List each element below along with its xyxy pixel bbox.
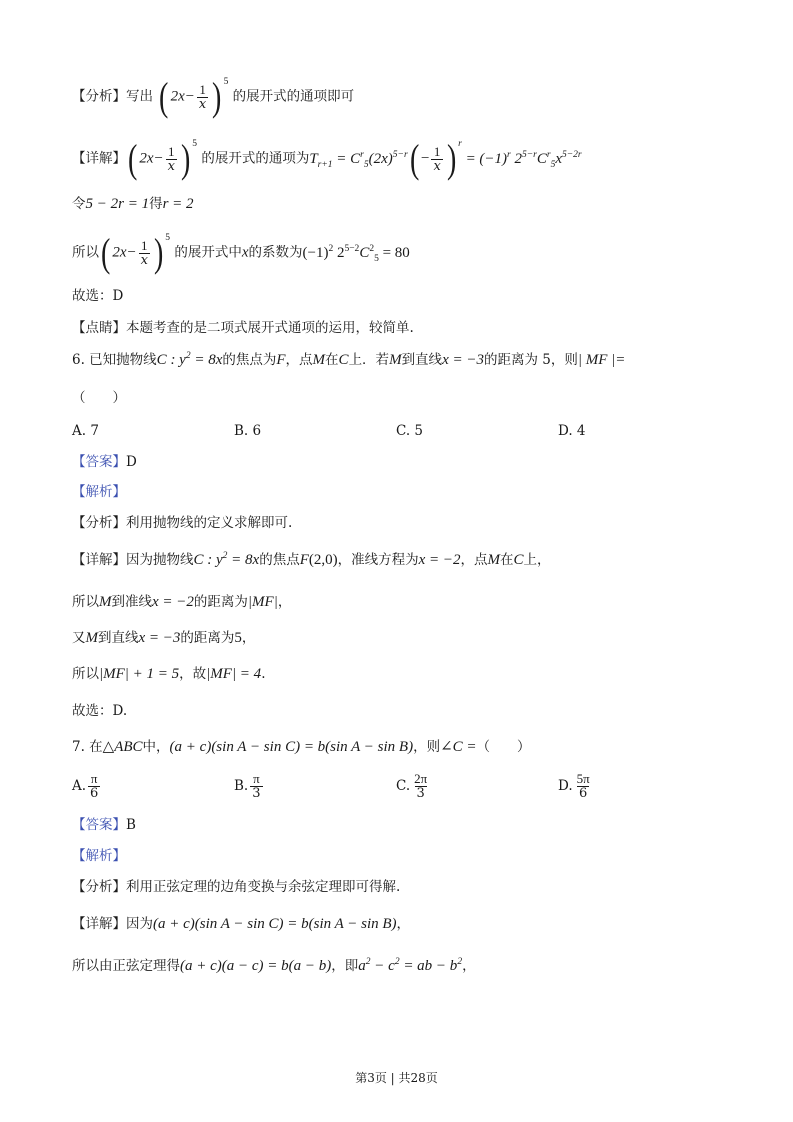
q6-option-c: C. 5 [396,423,424,439]
q6-detail-4: 所以|MF| + 1 = 5，故|MF| = 4. [72,666,266,682]
q7-analysis: 【分析】利用正弦定理的边角变换与余弦定理即可得解. [72,879,401,895]
q7-option-c: C. $\frac{2\pi}{3}$ [396,771,428,801]
fraction: $\frac{1}{x}$ [198,81,207,112]
question-6-stem: 6. 已知抛物线C : $y^2 = 8x$的焦点为F，点M在C上．若M到直线x = −3的距离为 5，则| MF |= [72,351,626,368]
q7-option-b: B. $\frac{\pi}{3}$ [234,771,261,801]
comment-line-q5: 【点睛】本题考查的是二项式展开式通项的运用，较简单. [72,320,414,336]
q6-detail-3: 又M到直线x = −3的距离为5， [72,630,256,646]
q7-option-a: A. $\frac{\pi}{6}$ [72,771,99,801]
q6-detail-1: 【详解】因为抛物线C : $y^2 = 8x$的焦点F(2,0)，准线方程为x = −2，点M在C上， [72,551,551,568]
detail-line-q5: 【详解】( 2x− $\frac{1}{x}$ ) $^5$ 的展开式的通项为$T_{r+1} = C^r_5(2x)^{5-r}$( − $\frac{1}{x}$ ) $^r = (-1)^r$ $2^{5-r}C^r_5x^{5-2r}$ [72,136,582,181]
detail-tag: 【详解】 [72,150,126,167]
answer-tag: 【答案】 [72,454,126,470]
q6-jiexi-tag: 【解析】 [72,484,126,500]
q6-option-b: B. 6 [234,423,262,439]
q7-option-d: D. $\frac{5\pi}{6}$ [558,771,590,801]
q6-answer: 【答案】D [72,454,137,470]
q6-choose: 故选：D. [72,703,128,719]
general-term-formula: $T_{r+1} = C^r_5(2x)^{5-r}$ [309,149,408,170]
question-6-paren: （ ） [72,390,126,406]
analysis-tag: 【分析】 [72,88,126,105]
comment-tag: 【点睛】 [72,320,126,336]
coefficient-line: 所以( 2x− $\frac{1}{x}$ ) $^5$ 的展开式中x的系数为$(-1)^2$ $2^{5-2}C^2_5 = 80$ [72,230,410,275]
q6-detail-2: 所以M到准线x = −2的距离为|MF|， [72,594,292,610]
solve-r-line: 令5 − 2r = 1得r = 2 [72,196,194,212]
q6-option-a: A. 7 [72,423,99,439]
page-footer: 第3页 | 共28页 [355,1071,438,1085]
choose-line-q5: 故选：D [72,288,124,304]
q7-answer: 【答案】B [72,817,136,833]
analysis-line-q5: 【分析】写出 ( 2x− $\frac{1}{x}$ ) $^5$ 的展开式的通项即可 [72,74,355,119]
q7-detail-1: 【详解】因为(a + c)(sin A − sin C) = b(sin A − sin B)， [72,916,411,932]
q6-analysis: 【分析】利用抛物线的定义求解即可. [72,515,293,531]
question-7-stem: 7. 在△ABC中，(a + c)(sin A − sin C) = b(sin A − sin B)，则∠C =（ ） [72,739,531,755]
q7-detail-2: 所以由正弦定理得(a + c)(a − c) = b(a − b)，即$a^2 - c^2$ = ab − $b^2$， [72,957,476,974]
q7-jiexi-tag: 【解析】 [72,848,126,864]
fraction: $\frac{1}{x}$ [167,143,175,174]
q6-option-d: D. 4 [558,423,586,439]
